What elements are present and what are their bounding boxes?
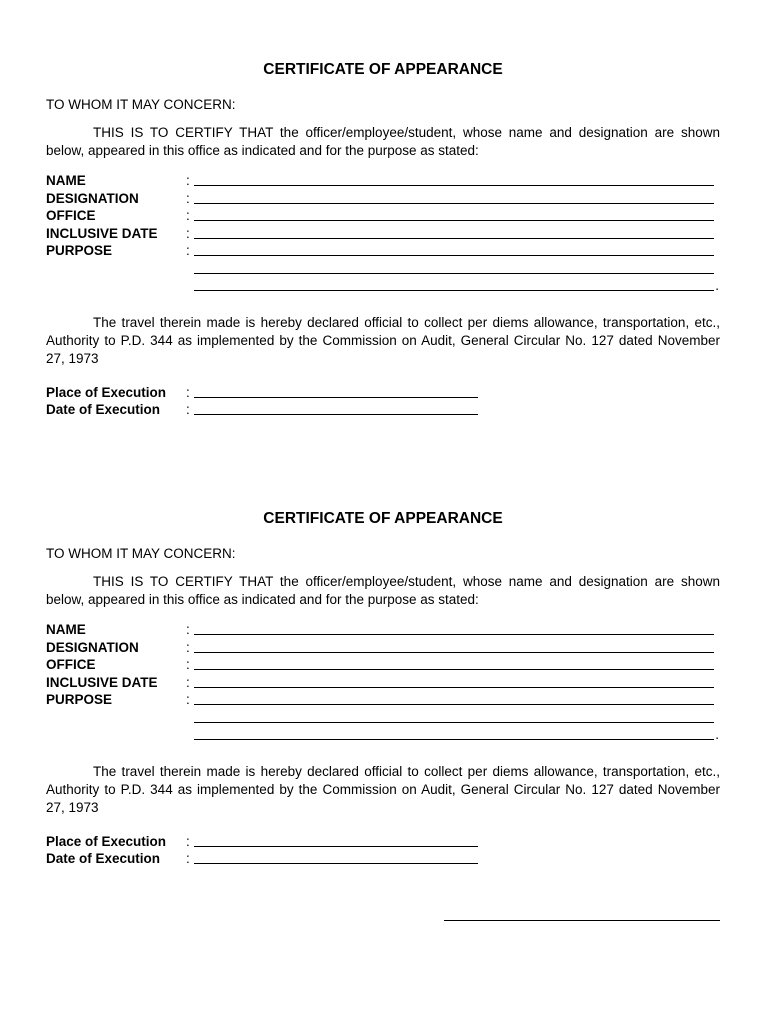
purpose-row [46,691,720,709]
purpose-blank-line-2[interactable] [194,722,714,723]
purpose-continuation-row [46,260,720,278]
purpose-continuation-row [46,726,720,744]
colon: : [186,622,190,637]
purpose-blank-line[interactable] [194,704,714,705]
designation-row [46,190,720,208]
designation-blank-line[interactable] [194,652,714,653]
execution-fields [46,384,720,419]
certificate-2 [46,509,720,868]
certificate-1 [46,60,720,419]
certificate-title: CERTIFICATE OF APPEARANCE [263,61,503,78]
colon: : [186,384,190,400]
signature-line[interactable] [444,920,720,921]
travel-paragraph: The travel therein made is hereby declared official to collect per diems allowance, transportation, etc., Authority to P.D. 344 as implemented by the Commission on Audit, General Circular No. 127 dated November 27, 1973 [46,314,720,366]
date-of-execution-blank-line[interactable] [194,863,478,864]
purpose-label: PURPOSE [46,692,113,707]
purpose-continuation-row [46,277,720,295]
place-of-execution-label: Place of Execution [46,384,167,400]
place-of-execution-row [46,384,720,402]
date-of-execution-row [46,401,720,419]
purpose-blank-line-2[interactable] [194,273,714,274]
office-label: OFFICE [46,208,96,223]
office-label: OFFICE [46,657,96,672]
name-blank-line[interactable] [194,634,714,635]
inclusive-date-row [46,225,720,243]
date-of-execution-blank-line[interactable] [194,414,478,415]
place-of-execution-label: Place of Execution [46,833,167,849]
office-row [46,207,720,225]
colon: : [186,190,190,206]
designation-label: DESIGNATION [46,639,139,655]
certify-paragraph: THIS IS TO CERTIFY THAT the officer/employee/student, whose name and designation are shown below, appeared in this office as indicated and for the purpose as stated: [46,125,720,158]
purpose-row [46,242,720,260]
name-row [46,172,720,190]
inclusive-date-blank-line[interactable] [194,238,714,239]
name-label: NAME [46,622,86,637]
purpose-blank-line-3[interactable] [194,290,714,291]
inclusive-date-label: INCLUSIVE DATE [46,674,158,690]
colon: : [186,173,190,188]
certify-paragraph: THIS IS TO CERTIFY THAT the officer/employee/student, whose name and designation are shown below, appeared in this office as indicated and for the purpose as stated: [46,574,720,607]
inclusive-date-row [46,674,720,692]
colon: : [186,657,190,672]
designation-blank-line[interactable] [194,203,714,204]
inclusive-date-blank-line[interactable] [194,687,714,688]
office-blank-line[interactable] [194,669,714,670]
details-fields [46,621,720,744]
date-of-execution-label: Date of Execution [46,402,161,417]
office-row [46,656,720,674]
colon: : [186,208,190,223]
colon: : [186,225,190,241]
office-blank-line[interactable] [194,220,714,221]
colon: : [186,243,190,258]
period: . [715,278,719,293]
period: . [715,727,719,742]
inclusive-date-label: INCLUSIVE DATE [46,225,158,241]
colon: : [186,402,190,417]
date-of-execution-row [46,850,720,868]
salutation: TO WHOM IT MAY CONCERN: [46,546,236,561]
place-of-execution-blank-line[interactable] [194,846,478,847]
colon: : [186,833,190,849]
name-row [46,621,720,639]
travel-paragraph: The travel therein made is hereby declared official to collect per diems allowance, transportation, etc., Authority to P.D. 344 as implemented by the Commission on Audit, General Circular No. 127 dated November 27, 1973 [46,763,720,815]
purpose-blank-line-3[interactable] [194,739,714,740]
colon: : [186,692,190,707]
place-of-execution-row [46,833,720,851]
place-of-execution-blank-line[interactable] [194,397,478,398]
name-blank-line[interactable] [194,185,714,186]
colon: : [186,674,190,690]
salutation: TO WHOM IT MAY CONCERN: [46,97,236,112]
name-label: NAME [46,173,86,188]
colon: : [186,851,190,866]
colon: : [186,639,190,655]
purpose-continuation-row [46,709,720,727]
designation-row [46,639,720,657]
execution-fields [46,833,720,868]
purpose-label: PURPOSE [46,243,113,258]
certificate-title: CERTIFICATE OF APPEARANCE [263,510,503,527]
designation-label: DESIGNATION [46,190,139,206]
purpose-blank-line[interactable] [194,255,714,256]
details-fields [46,172,720,295]
date-of-execution-label: Date of Execution [46,851,161,866]
